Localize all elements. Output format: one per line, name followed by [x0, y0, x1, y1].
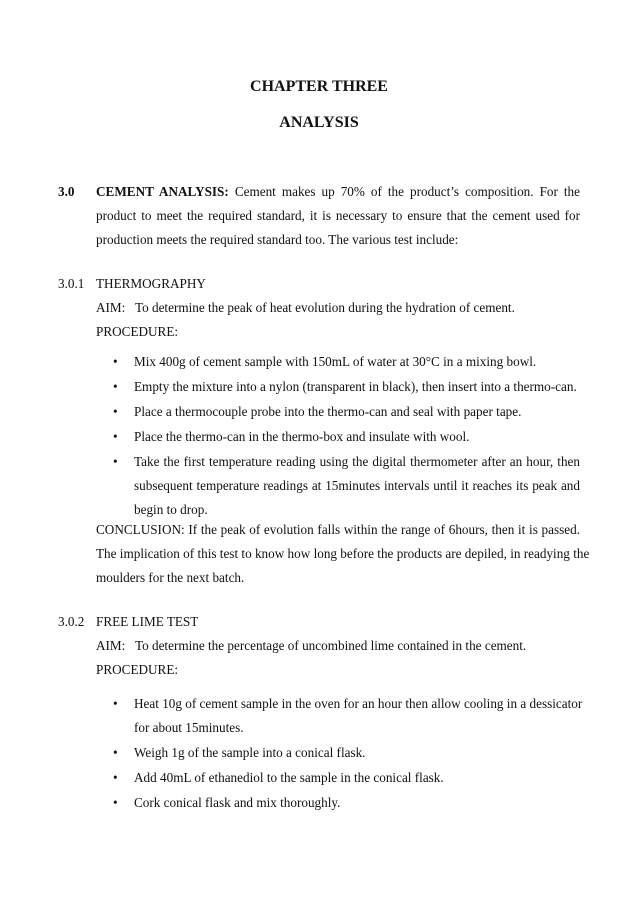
section-3-0-paragraph — [96, 180, 580, 252]
conclusion-line: CONCLUSION: If the peak of evolution falls within the range of 6hours, then it is passed. — [96, 522, 580, 537]
list-item-text: Take the first temperature reading using the digital thermometer after an hour, then — [134, 454, 580, 469]
section-3-0-line3: production meets the required standard too. The various test include: — [96, 232, 459, 247]
list-item — [110, 400, 580, 424]
section-3-0-1-procedure-label: PROCEDURE: — [96, 324, 179, 339]
list-item-text: Empty the mixture into a nylon (transparent in black), then insert into a thermo-can. — [134, 379, 577, 394]
thermography-conclusion — [96, 518, 590, 590]
conclusion-line: The implication of this test to know how long before the products are depiled, in readying the — [96, 546, 590, 561]
list-item — [110, 350, 580, 374]
bullet-icon: • — [113, 429, 118, 444]
chapter-title: CHAPTER THREE — [250, 78, 388, 95]
section-3-0-heading: CEMENT ANALYSIS: — [96, 184, 229, 199]
section-3-0-2-header — [96, 610, 580, 682]
bullet-icon: • — [113, 770, 118, 785]
conclusion-line: moulders for the next batch. — [96, 570, 245, 585]
bullet-icon: • — [113, 745, 118, 760]
section-3-0-2-procedure-label: PROCEDURE: — [96, 662, 179, 677]
list-item — [110, 692, 583, 740]
list-item-text: Mix 400g of cement sample with 150mL of water at 30°C in a mixing bowl. — [134, 354, 537, 369]
bullet-icon: • — [113, 696, 118, 711]
bullet-icon: • — [113, 354, 118, 369]
section-3-0-1-heading: THERMOGRAPHY — [96, 276, 206, 291]
list-item-text: begin to drop. — [134, 502, 208, 517]
list-item-text: Add 40mL of ethanediol to the sample in the conical flask. — [134, 770, 444, 785]
list-item-text: Cork conical flask and mix thoroughly. — [134, 795, 341, 810]
list-item-text: for about 15minutes. — [134, 720, 244, 735]
bullet-icon: • — [113, 795, 118, 810]
section-3-0-2-aim: AIM: To determine the percentage of uncombined lime contained in the cement. — [96, 638, 527, 653]
list-item — [110, 791, 580, 815]
list-item-text: Place the thermo-can in the thermo-box and insulate with wool. — [134, 429, 470, 444]
chapter-subtitle: ANALYSIS — [279, 114, 359, 131]
thermography-procedure-list — [110, 350, 580, 522]
bullet-icon: • — [113, 404, 118, 419]
list-item — [110, 375, 580, 399]
section-3-0-2-heading: FREE LIME TEST — [96, 614, 199, 629]
section-number-3-0-1: 3.0.1 — [58, 276, 85, 291]
list-item-text: Heat 10g of cement sample in the oven for an hour then allow cooling in a dessicator — [134, 696, 583, 711]
bullet-icon: • — [113, 379, 118, 394]
bullet-icon: • — [113, 454, 118, 469]
section-number-3-0-2: 3.0.2 — [58, 614, 85, 629]
list-item — [110, 450, 580, 522]
list-item-text: Weigh 1g of the sample into a conical flask. — [134, 745, 366, 760]
section-3-0-line1: Cement makes up 70% of the product’s composition. For the — [234, 184, 580, 199]
section-3-0-1-aim: AIM: To determine the peak of heat evolution during the hydration of cement. — [96, 300, 515, 315]
free-lime-procedure-list — [110, 692, 583, 815]
list-item-text: Place a thermocouple probe into the thermo-can and seal with paper tape. — [134, 404, 522, 419]
list-item — [110, 766, 580, 790]
section-3-0-line2: product to meet the required standard, it is necessary to ensure that the cement used for — [96, 208, 580, 223]
section-number-3-0: 3.0 — [58, 184, 75, 199]
section-3-0-1-header — [96, 272, 580, 344]
list-item — [110, 741, 580, 765]
list-item-text: subsequent temperature readings at 15minutes intervals until it reaches its peak and — [134, 478, 580, 493]
list-item — [110, 425, 580, 449]
